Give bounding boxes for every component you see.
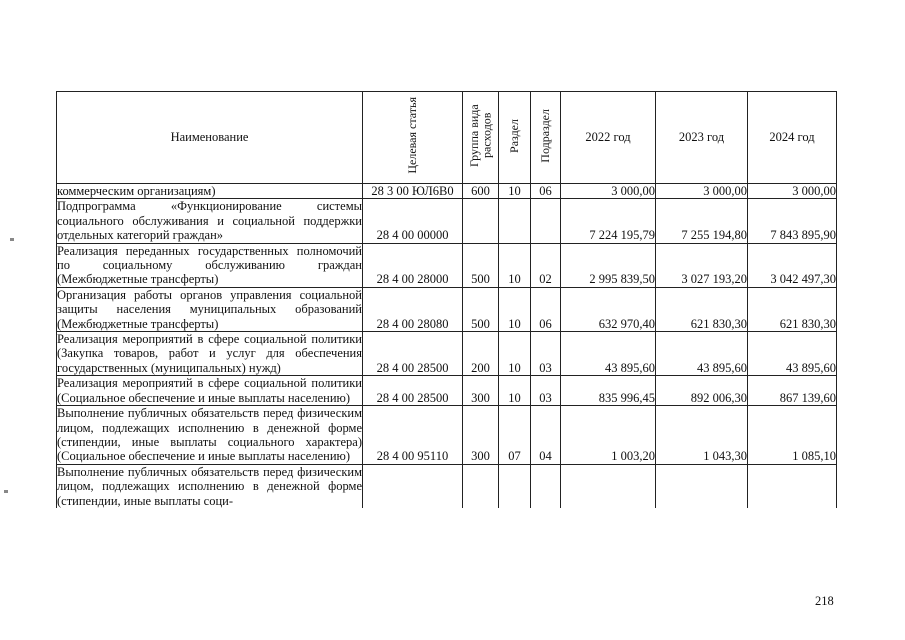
budget-table	[56, 91, 837, 508]
table-row	[57, 464, 837, 508]
row-value-2022: 3 000,00	[561, 184, 656, 199]
table-row	[57, 243, 837, 287]
row-value-2023: 892 006,30	[656, 376, 748, 406]
row-group	[463, 199, 499, 243]
row-value-2024: 7 843 895,90	[748, 199, 837, 243]
row-name: Реализация мероприятий в сфере социальной политики (Закупка товаров, работ и услуг для обеспечения государственных (муниципальных) нужд)	[57, 332, 362, 375]
row-value-2023: 7 255 194,80	[656, 199, 748, 243]
scan-mark	[10, 238, 14, 241]
row-section: 10	[499, 243, 531, 287]
row-subsection: 02	[531, 243, 561, 287]
row-target-code: 28 4 00 28500	[363, 376, 463, 406]
row-value-2024	[748, 464, 837, 508]
row-name: Выполнение публичных обязательств перед физическим лицом, подлежащих исполнению в денежной форме (стипендии, иные выплаты социального характера) (Социальное обеспечение и иные выплаты населению)	[57, 406, 362, 464]
row-value-2024: 43 895,60	[748, 332, 837, 376]
header-year-2023: 2023 год	[656, 92, 748, 184]
row-target-code: 28 4 00 28500	[363, 332, 463, 376]
row-value-2022: 7 224 195,79	[561, 199, 656, 243]
row-group: 200	[463, 332, 499, 376]
header-year-2022: 2022 год	[561, 92, 656, 184]
table-header-row	[57, 92, 837, 184]
row-value-2024: 1 085,10	[748, 406, 837, 465]
row-value-2023: 1 043,30	[656, 406, 748, 465]
row-group: 300	[463, 376, 499, 406]
table-row	[57, 406, 837, 465]
row-group: 500	[463, 287, 499, 331]
row-value-2023: 3 000,00	[656, 184, 748, 199]
row-value-2023	[656, 464, 748, 508]
row-group: 600	[463, 184, 499, 199]
scan-mark	[4, 490, 8, 493]
row-target-code: 28 4 00 95110	[363, 406, 463, 465]
row-value-2022: 43 895,60	[561, 332, 656, 376]
row-value-2022: 632 970,40	[561, 287, 656, 331]
table-row	[57, 332, 837, 376]
row-value-2023: 3 027 193,20	[656, 243, 748, 287]
table-row	[57, 287, 837, 331]
row-value-2022: 2 995 839,50	[561, 243, 656, 287]
row-subsection: 03	[531, 332, 561, 376]
row-name: Организация работы органов управления социальной защиты населения муниципальных образований (Межбюджетные трансферты)	[57, 287, 362, 331]
row-value-2023: 43 895,60	[656, 332, 748, 376]
row-value-2024: 621 830,30	[748, 287, 837, 331]
row-section: 10	[499, 332, 531, 376]
row-target-code: 28 4 00 28080	[363, 287, 463, 331]
row-name: коммерческим организациям)	[57, 184, 363, 199]
row-name: Выполнение публичных обязательств перед физическим лицом, подлежащих исполнению в денежной форме (стипендии, иные выплаты соци-	[57, 464, 362, 508]
row-section: 10	[499, 287, 531, 331]
row-value-2024: 867 139,60	[748, 376, 837, 406]
row-target-code: 28 4 00 28000	[363, 243, 463, 287]
header-subsection: Подраздел	[531, 92, 561, 184]
table-row	[57, 376, 837, 406]
page-number: 218	[815, 594, 834, 608]
row-value-2024: 3 042 497,30	[748, 243, 837, 287]
row-subsection: 04	[531, 406, 561, 465]
row-section	[499, 199, 531, 243]
row-name: Подпрограмма «Функционирование системы социального обслуживания и социальной поддержки отдельных категорий граждан»	[57, 199, 362, 243]
row-section: 07	[499, 406, 531, 465]
row-group	[463, 464, 499, 508]
row-name: Реализация переданных государственных полномочий по социальному обслуживанию граждан (Межбюджетные трансферты)	[57, 243, 362, 287]
row-subsection: 03	[531, 376, 561, 406]
row-subsection: 06	[531, 287, 561, 331]
row-section	[499, 464, 531, 508]
row-target-code: 28 4 00 00000	[363, 199, 463, 243]
row-name: Реализация мероприятий в сфере социальной политики (Социальное обеспечение и иные выплаты населению)	[57, 376, 362, 405]
row-value-2022: 835 996,45	[561, 376, 656, 406]
table-row	[57, 199, 837, 243]
header-expense-group: Группа вида расходов	[463, 92, 499, 184]
row-value-2022: 1 003,20	[561, 406, 656, 465]
row-group: 500	[463, 243, 499, 287]
row-section: 10	[499, 184, 531, 199]
row-subsection	[531, 464, 561, 508]
header-name: Наименование	[57, 92, 363, 184]
row-value-2024: 3 000,00	[748, 184, 837, 199]
row-target-code: 28 3 00 ЮЛ6В0	[363, 184, 463, 199]
row-section: 10	[499, 376, 531, 406]
row-group: 300	[463, 406, 499, 465]
row-value-2022	[561, 464, 656, 508]
row-subsection	[531, 199, 561, 243]
header-year-2024: 2024 год	[748, 92, 837, 184]
table-row	[57, 184, 837, 199]
header-section: Раздел	[499, 92, 531, 184]
header-target-article: Целевая статья	[363, 92, 463, 184]
row-subsection: 06	[531, 184, 561, 199]
row-value-2023: 621 830,30	[656, 287, 748, 331]
row-target-code	[363, 464, 463, 508]
